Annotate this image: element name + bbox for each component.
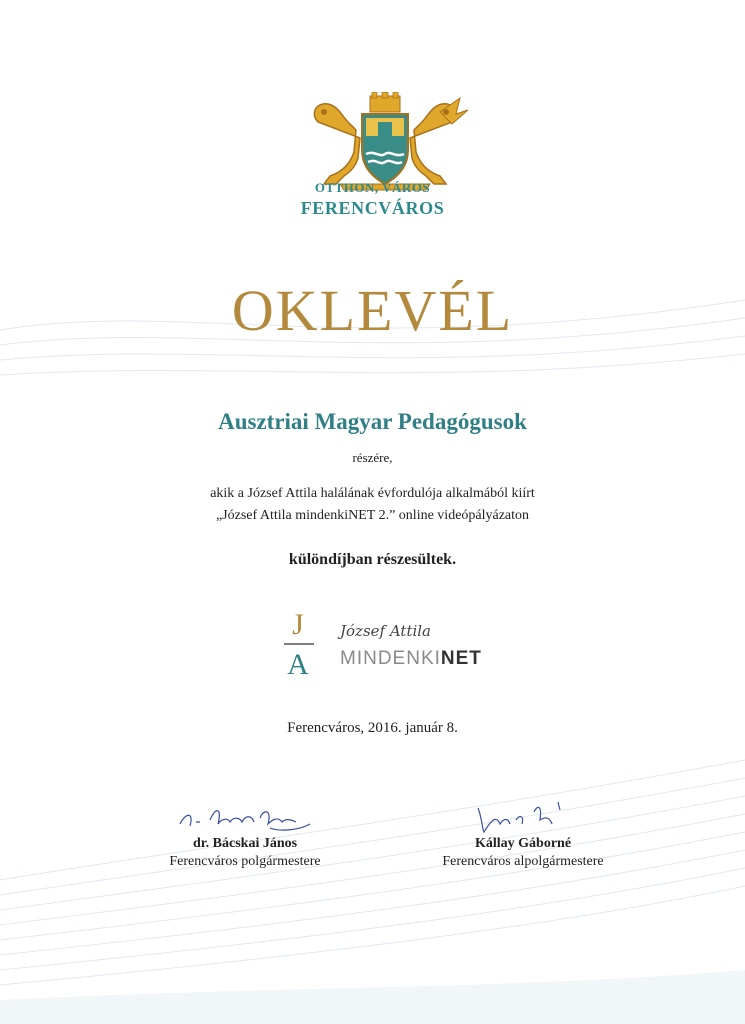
logo-script-text: József Attila (340, 622, 432, 640)
date-line: Ferencváros, 2016. január 8. (287, 720, 458, 736)
for-text: részére, (352, 450, 393, 465)
monogram-a: A (287, 648, 309, 678)
body-line-1: akik a József Attila halálának évfordulója alkalmából kiírt (210, 486, 535, 501)
signer-role-mayor: Ferencváros polgármestere (169, 854, 321, 869)
left-lion-icon (314, 104, 360, 184)
motto-line-2: FERENCVÁROS (300, 198, 445, 218)
mindenkinet-logo (284, 606, 494, 678)
logo-brand-bold: NET (440, 648, 482, 669)
signature-scribble-mayor (160, 798, 330, 838)
coat-of-arms-emblem (300, 92, 470, 192)
award-line: különdíjban részesültek. (288, 551, 457, 568)
signer-name-deputy: Kállay Gáborné (474, 836, 572, 851)
signer-role-deputy: Ferencváros alpolgármestere (442, 854, 604, 869)
signature-block-deputy (403, 798, 643, 870)
motto-line-1: OTTHON, VÁROS (314, 180, 431, 195)
svg-text:MINDENKINET (340, 648, 482, 669)
signature-scribble-deputy (438, 798, 608, 838)
body-line-2: „József Attila mindenkiNET 2.” online videópályázaton (215, 508, 530, 523)
logo-brand-light: MINDENKI (340, 648, 441, 669)
signer-name-mayor: dr. Bácskai János (192, 836, 298, 851)
certificate-title: OKLEVÉL (231, 278, 514, 343)
recipient-name: Ausztriai Magyar Pedagógusok (218, 409, 527, 434)
signature-block-mayor (125, 798, 365, 870)
monogram-j: J (292, 608, 304, 641)
